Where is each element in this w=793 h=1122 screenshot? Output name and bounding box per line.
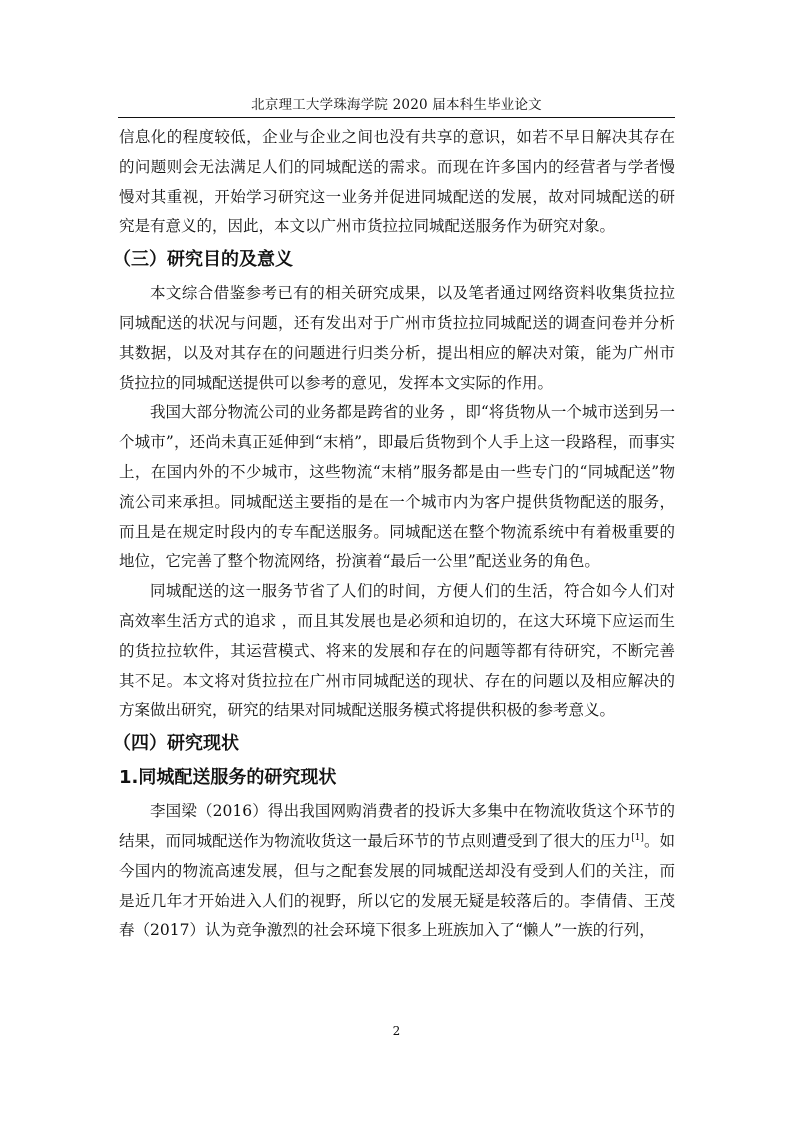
running-header: 北京理工大学珠海学院 2020 届本科生毕业论文 (251, 97, 542, 113)
subsection-heading-same-city-delivery: 1.同城配送服务的研究现状 (119, 767, 337, 789)
header-rule (118, 117, 675, 118)
same-city-delivery-paragraph (119, 797, 675, 946)
research-purpose-paragraph-1: 本文综合借鉴参考已有的相关研究成果，以及笔者通过网络资料收集货拉拉同城配送的状况与问题，还有发出对于广州市货拉拉同城配送的调查问卷并分析其数据，以及对其存在的问题进行归类分析，提出相应的解决对策，能为广州市货拉拉的同城配送提供可以参考的意见，发挥本文实际的作用。 (119, 284, 675, 392)
same-city-delivery-text-part1: 李国梁（2016）得出我国网购消费者的投诉大多集中在物流收货这个环节的结果，而同城配送作为物流收货这一最后环节的节点则遭受到了很大的压力 (119, 802, 675, 850)
page-number: 2 (392, 1024, 401, 1038)
research-purpose-paragraph-3: 同城配送的这一服务节省了人们的时间，方便人们的生活，符合如今人们对高效率生活方式的追求 ，而且其发展也是必须和迫切的，在这大环境下应运而生的货拉拉软件，其运营模式、将来的发展和存在的问题等都有待研究，不断完善其不足。本文将对货拉拉在广州市同城配送的现状、存在的问题以及相应解决的方案做出研究，研究的结果对同城配送服务模式将提供积极的参考意义。 (119, 582, 675, 720)
research-purpose-paragraph-2: 我国大部分物流公司的业务都是跨省的业务 ，即“将货物从一个城市送到另一个城市”，还尚未真正延伸到“末梢”，即最后货物到个人手上这一段路程，而事实上，在国内外的不少城市，这些物流“末梢”服务都是由一些专门的“同城配送”物流公司来承担。同城配送主要指的是在一个城市内为客户提供货物配送的服务，而且是在规定时段内的专车配送服务。同城配送在整个物流系统中有着极重要的地位，它完善了整个物流网络，扮演着“最后一公里”配送业务的角色。 (119, 403, 675, 571)
same-city-delivery-text-part2: 。如今国内的物流高速发展，但与之配套发展的同城配送却没有受到人们的关注，而是近几年才开始进入人们的视野，所以它的发展无疑是较落后的。李倩倩、王茂春（2017）认为竞争激烈的社会环境下很多上班族加入了“懒人”一族的行列， (119, 831, 675, 940)
citation-marker: [1] (631, 832, 644, 843)
section-heading-research-status: （四）研究现状 (113, 733, 239, 755)
intro-paragraph: 信息化的程度较低，企业与企业之间也没有共享的意识，如若不早日解决其存在的问题则会无法满足人们的同城配送的需求。而现在许多国内的经营者与学者慢慢对其重视，开始学习研究这一业务并促进同城配送的发展，故对同城配送的研究是有意义的，因此，本文以广州市货拉拉同城配送服务作为研究对象。 (119, 128, 675, 236)
section-heading-research-purpose: （三）研究目的及意义 (113, 249, 293, 271)
page-content (113, 123, 675, 946)
